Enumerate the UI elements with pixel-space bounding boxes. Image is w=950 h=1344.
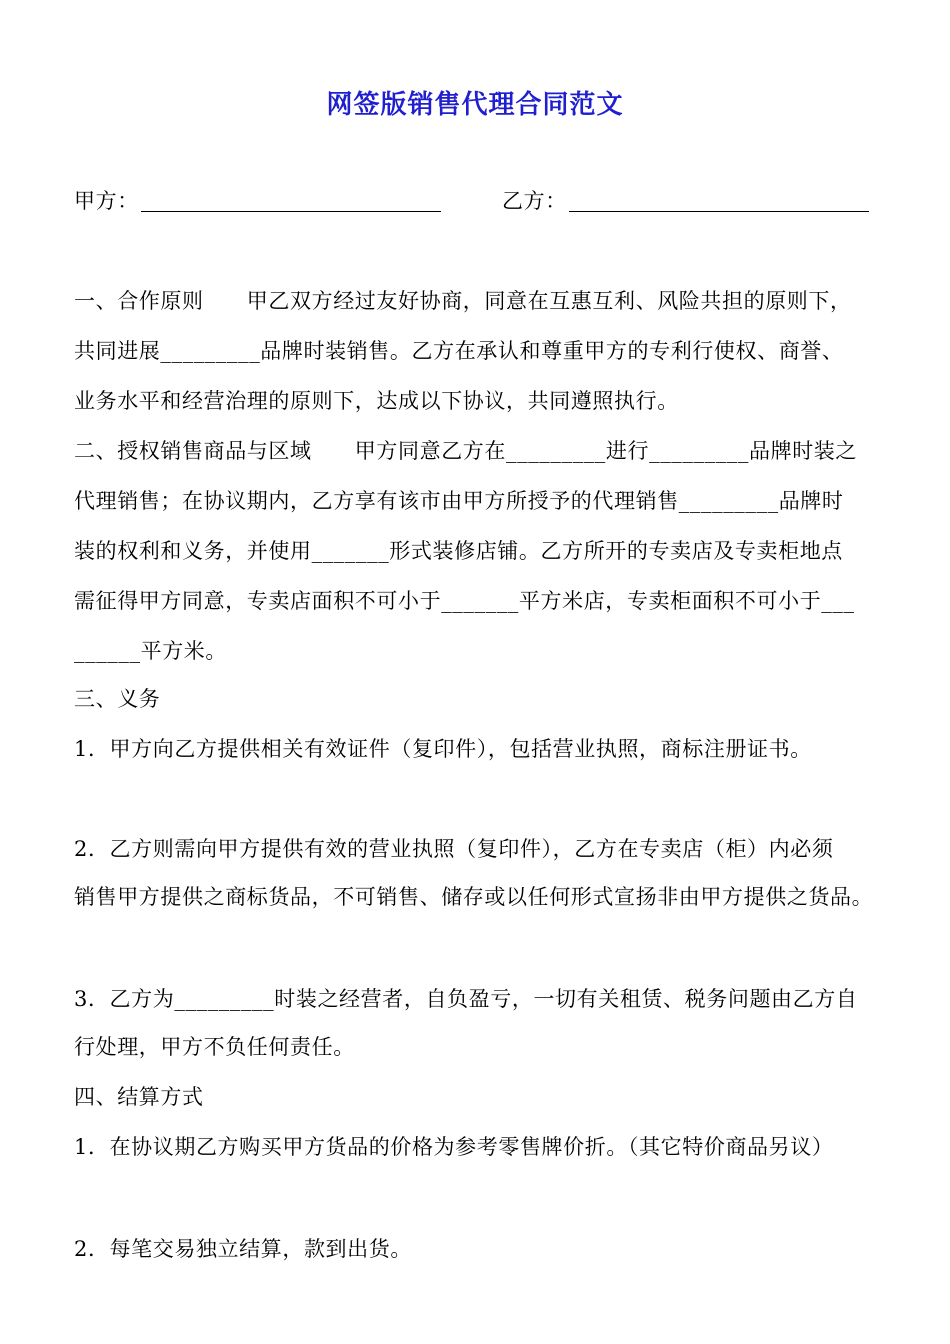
section-3-heading: 三、义务 [74, 687, 161, 711]
clause-2-line-2: 代理销售；在协议期内，乙方享有该市由甲方所授予的代理销售_________品牌时 [74, 489, 844, 513]
obligation-2-line-1: 2．乙方则需向甲方提供有效的营业执照（复印件），乙方在专卖店（柜）内必须 [74, 837, 834, 861]
clause-2-line-3: 装的权利和义务，并使用_______形式装修店铺。乙方所开的专卖店及专卖柜地点 [74, 539, 843, 563]
clause-1-line-3: 业务水平和经营治理的原则下，达成以下协议，共同遵照执行。 [74, 389, 679, 413]
settlement-1: 1．在协议期乙方购买甲方货品的价格为参考零售牌价折。（其它特价商品另议） [74, 1135, 834, 1159]
clause-2-line-1: 二、授权销售商品与区域 甲方同意乙方在_________进行_________品牌时装之 [74, 439, 857, 463]
party-a-blank [141, 189, 441, 212]
clause-2-line-4: 需征得甲方同意，专卖店面积不可小于_______平方米店，专卖柜面积不可小于___ [74, 589, 855, 613]
clause-1-line-1: 一、合作原则 甲乙双方经过友好协商，同意在互惠互利、风险共担的原则下， [74, 289, 852, 313]
party-b-blank [569, 189, 869, 212]
parties-line [74, 186, 884, 216]
section-4-heading: 四、结算方式 [74, 1085, 204, 1109]
clause-2-line-5: ______平方米。 [74, 639, 227, 663]
party-b-label: 乙方： [502, 189, 567, 213]
document-title: 网签版销售代理合同范文 [326, 90, 624, 120]
obligation-1: 1．甲方向乙方提供相关有效证件（复印件），包括营业执照，商标注册证书。 [74, 737, 812, 761]
clause-1-line-2: 共同进展_________品牌时装销售。乙方在承认和尊重甲方的专利行使权、商誉、 [74, 339, 844, 363]
obligation-3-line-2: 行处理，甲方不负任何责任。 [74, 1035, 355, 1059]
obligation-2-line-2: 销售甲方提供之商标货品，不可销售、储存或以任何形式宣扬非由甲方提供之货品。 [74, 885, 874, 909]
obligation-3-line-1: 3．乙方为_________时装之经营者，自负盈亏，一切有关租赁、税务问题由乙方自 [74, 987, 858, 1011]
settlement-2: 2．每笔交易独立结算，款到出货。 [74, 1237, 412, 1261]
party-a-label: 甲方： [74, 189, 139, 213]
party-b [502, 186, 869, 216]
